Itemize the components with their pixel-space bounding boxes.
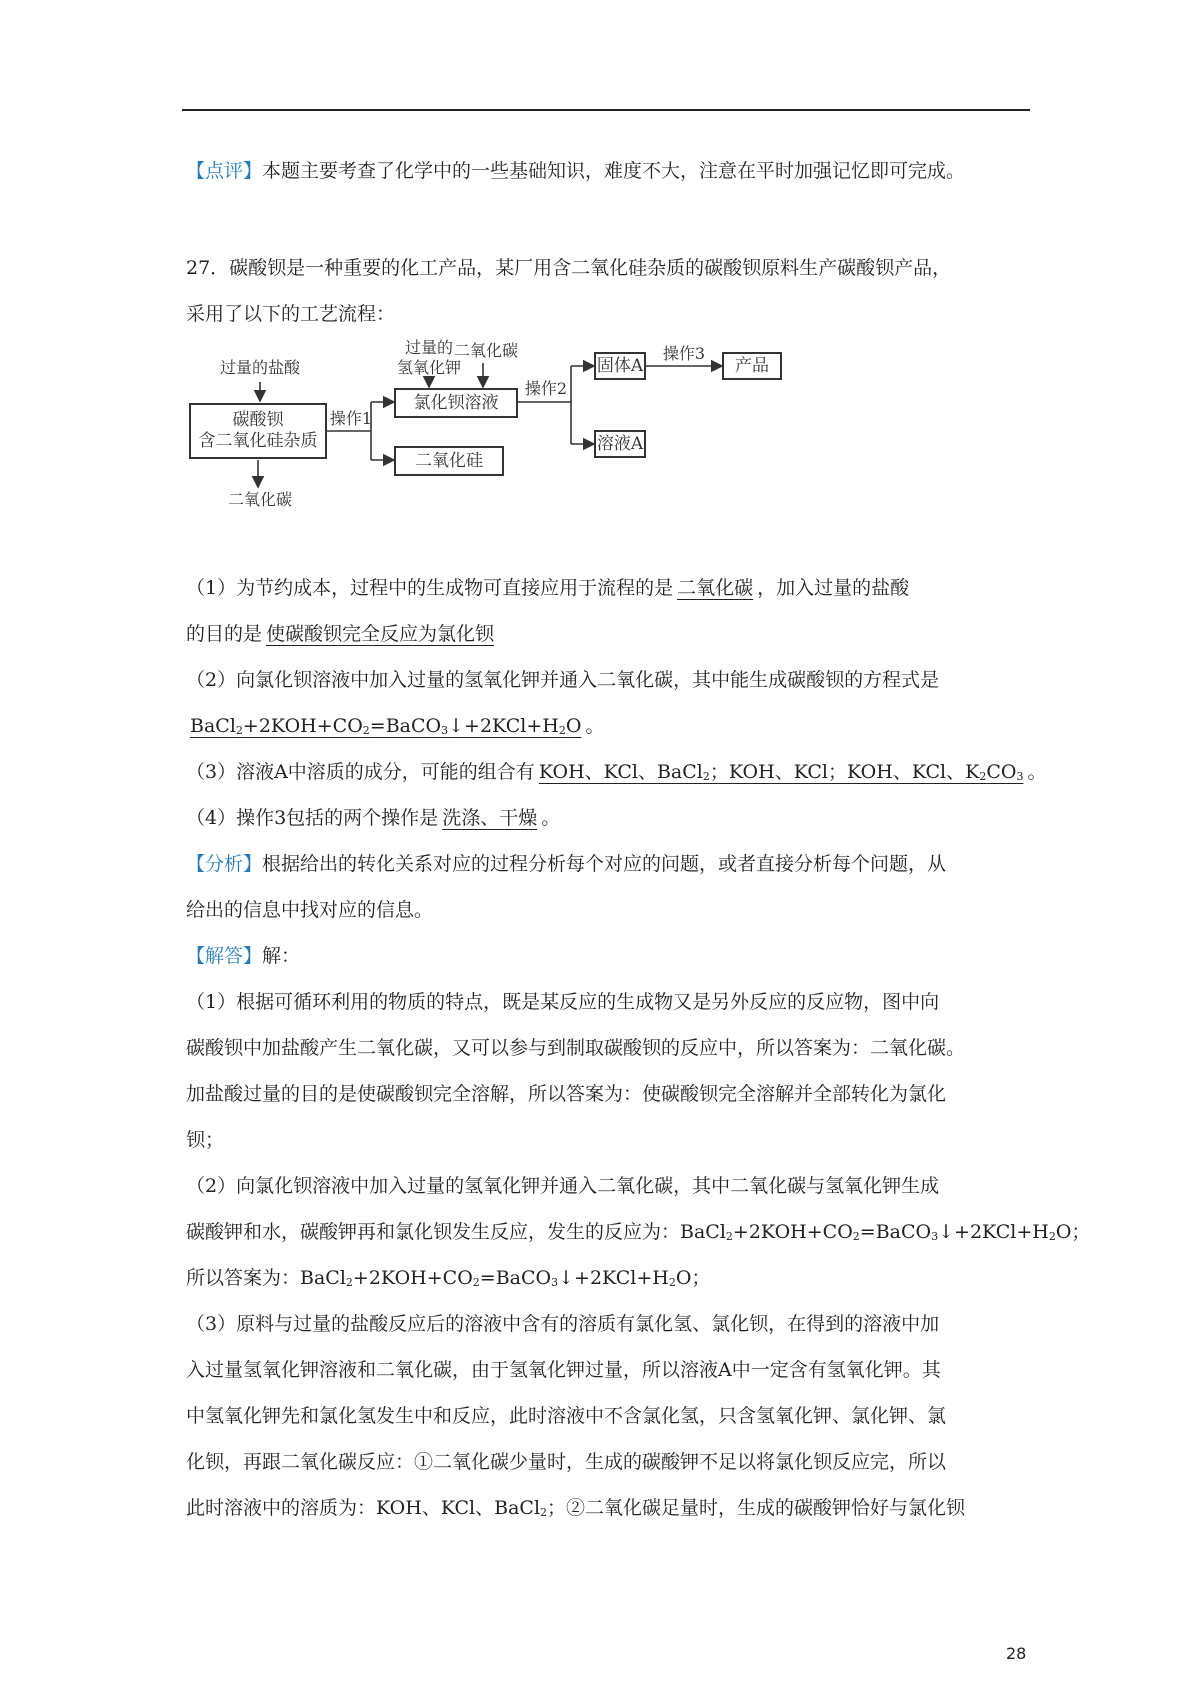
label-co2-output: 二氧化碳 bbox=[227, 490, 292, 509]
answer-1b: 使碳酸钡完全反应为氯化钡 bbox=[266, 623, 495, 645]
subq4-line: （4）操作3包括的两个操作是 洗涤、干燥 。 bbox=[186, 807, 561, 829]
solid-a-box: 固体A bbox=[594, 352, 646, 380]
label-co2-input: 二氧化碳 bbox=[453, 341, 518, 360]
analysis-line-1: 【分析】根据给出的转化关系对应的过程分析每个对应的问题，或者直接分析每个问题，从 bbox=[186, 853, 947, 875]
sol3-line-5: 此时溶液中的溶质为：KOH、KCl、BaCl$_2$；②二氧化碳足量时，生成的碳酸钾恰好与氯化钡 bbox=[186, 1497, 966, 1519]
label-operation-1: 操作1 bbox=[329, 409, 373, 428]
analysis-tag: 【分析】 bbox=[186, 853, 263, 875]
solution-header: 【解答】解： bbox=[186, 945, 301, 967]
subq1-line-2: 的目的是 使碳酸钡完全反应为氯化钡 bbox=[186, 611, 1034, 657]
sol3-line-2: 入过量氢氧化钾溶液和二氧化碳，由于氢氧化钾过量，所以溶液A中一定含有氢氧化钾。其 bbox=[186, 1359, 941, 1381]
analysis-line-2: 给出的信息中找对应的信息。 bbox=[186, 899, 434, 921]
question-line-1: 27．碳酸钡是一种重要的化工产品，某厂用含二氧化硅杂质的碳酸钡原料生产碳酸钡产品， bbox=[186, 257, 952, 279]
process-flow-diagram bbox=[186, 340, 866, 560]
sol2-line-2: 碳酸钾和水，碳酸钾再和氯化钡发生反应，发生的反应为：$BaCl_2+2KOH+CO_2=BaCO_3↓+2KCl+H_2O$； bbox=[186, 1221, 1091, 1243]
comment-text: 本题主要考查了化学中的一些基础知识，难度不大，注意在平时加强记忆即可完成。 bbox=[262, 160, 966, 182]
header-rule bbox=[182, 109, 1030, 111]
raw-material-line-2: 含二氧化硅杂质 bbox=[198, 431, 318, 451]
label-operation-3: 操作3 bbox=[662, 344, 706, 363]
label-excess-koh-line-1: 过量的 bbox=[404, 338, 453, 357]
subq2-line-1: （2）向氯化钡溶液中加入过量的氢氧化钾并通入二氧化碳，其中能生成碳酸钡的方程式是 bbox=[186, 669, 940, 691]
sol1-line-1: （1）根据可循环利用的物质的特点，既是某反应的生成物又是另外反应的反应物，图中向 bbox=[186, 991, 940, 1013]
raw-material-line-1: 碳酸钡 bbox=[232, 410, 284, 430]
comment-section bbox=[186, 148, 1034, 194]
answer-2-equation: $BaCl_2+2KOH+CO_2=BaCO_3↓+2KCl+H_2O$ bbox=[190, 715, 582, 737]
comment-tag: 【点评】 bbox=[186, 160, 263, 182]
sol1-line-2: 碳酸钡中加盐酸产生二氧化碳，又可以参与到制取碳酸钡的反应中，所以答案为：二氧化碳。 bbox=[186, 1037, 966, 1059]
solution-tag: 【解答】 bbox=[186, 945, 263, 967]
solution-a-box: 溶液A bbox=[594, 430, 646, 458]
subq3-line: （3）溶液A中溶质的成分，可能的组合有 KOH、KCl、BaCl$_2$；KOH、KCl；KOH、KCl、$K_2CO_3$ 。 bbox=[186, 761, 1047, 783]
answer-4: 洗涤、干燥 bbox=[442, 807, 538, 829]
bacl2-solution-box: 氯化钡溶液 bbox=[394, 388, 518, 418]
answer-1a: 二氧化碳 bbox=[677, 577, 754, 599]
sio2-box: 二氧化硅 bbox=[394, 446, 504, 476]
answer-3: KOH、KCl、BaCl$_2$；KOH、KCl；KOH、KCl、$K_2CO_3$ bbox=[538, 761, 1024, 783]
sub-questions bbox=[186, 565, 1091, 1531]
subq2-line-2: $BaCl_2+2KOH+CO_2=BaCO_3↓+2KCl+H_2O$ 。 bbox=[186, 703, 1034, 749]
subq1-line-1: （1）为节约成本，过程中的生成物可直接应用于流程的是 二氧化碳 ，加入过量的盐酸 bbox=[186, 577, 910, 599]
question-27 bbox=[186, 245, 1034, 337]
sol3-line-4: 化钡，再跟二氧化碳反应：①二氧化碳少量时，生成的碳酸钾不足以将氯化钡反应完，所以 bbox=[186, 1451, 947, 1473]
sol2-line-3: 所以答案为：$BaCl_2+2KOH+CO_2=BaCO_3↓+2KCl+H_2O$； bbox=[186, 1267, 711, 1289]
question-line-2: 采用了以下的工艺流程： bbox=[186, 303, 396, 325]
raw-material-box bbox=[189, 403, 327, 459]
sol3-line-1: （3）原料与过量的盐酸反应后的溶液中含有的溶质有氯化氢、氯化钡，在得到的溶液中加 bbox=[186, 1313, 940, 1335]
sol1-line-3: 加盐酸过量的目的是使碳酸钡完全溶解，所以答案为：使碳酸钡完全溶解并全部转化为氯化 bbox=[186, 1083, 947, 1105]
sol3-line-3: 中氢氧化钾先和氯化氢发生中和反应，此时溶液中不含氯化氢，只含氢氧化钾、氯化钾、氯 bbox=[186, 1405, 947, 1427]
label-operation-2: 操作2 bbox=[524, 379, 568, 398]
product-box: 产品 bbox=[722, 352, 782, 380]
label-excess-koh-line-2: 氢氧化钾 bbox=[396, 358, 461, 377]
sol1-line-4: 钡； bbox=[186, 1129, 225, 1151]
label-excess-hcl: 过量的盐酸 bbox=[219, 358, 300, 377]
page-number: 28 bbox=[1006, 1644, 1027, 1663]
sol2-line-1: （2）向氯化钡溶液中加入过量的氢氧化钾并通入二氧化碳，其中二氧化碳与氢氧化钾生成 bbox=[186, 1175, 940, 1197]
